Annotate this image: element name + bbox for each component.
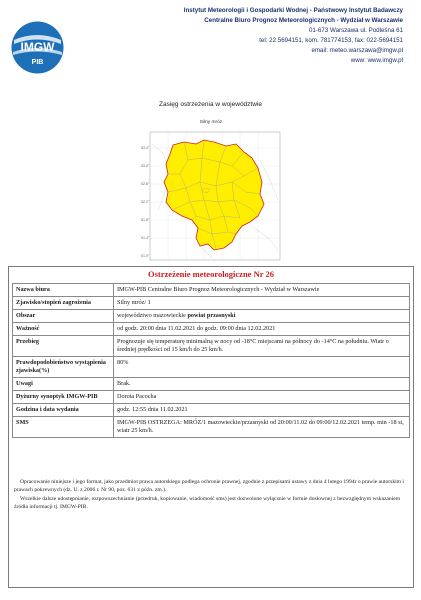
- table-row: [13, 404, 410, 417]
- lat-label: 53.0°: [141, 164, 150, 168]
- row-key: Przebieg: [13, 336, 114, 357]
- table-row: [13, 323, 410, 336]
- row-value: IMGW-PIB Centralne Biuro Prognoz Meteorologicznych - Wydział w Warszawie: [114, 284, 410, 297]
- table-row: [13, 378, 410, 391]
- row-key: Zjawisko/stopień zagrożenia: [13, 297, 114, 310]
- warning-map: [140, 118, 282, 264]
- row-key: Godzina i data wydania: [13, 404, 114, 417]
- region-name: województwo mazowieckie: [117, 312, 186, 319]
- warning-title: Ostrzeżenie meteorologiczne Nr 26: [148, 269, 274, 279]
- row-key: Uwagi: [13, 378, 114, 391]
- logo-subtext: PIB: [31, 59, 44, 66]
- table-row: [13, 310, 410, 323]
- warning-box: [8, 266, 414, 588]
- row-key: Prawdopodobieństwo wystąpienia zjawiska(%): [13, 357, 114, 378]
- row-value: godz. 12:55 dnia 11.02.2021: [114, 404, 410, 417]
- row-value: [114, 310, 410, 323]
- row-key: SMS: [13, 417, 114, 438]
- row-key: Ważność: [13, 323, 114, 336]
- row-value: Prognozuje się temperaturę minimalną w nocy od -18°C miejscami na północy do -14°C na południu. Wiatr o średniej prędkości od 15 km/h do 25 km/h.: [114, 336, 410, 357]
- row-key: Obszar: [13, 310, 114, 323]
- copyright-text: Opracowanie niniejsze i jego format, jako przedmiot prawa autorskiego podlega ochronie prawnej, zgodnie z przepisami ustawy z dnia 4 lutego 1994r o prawie autorskim i prawach pokrewnych (dz. U. z 2006 r. Nr 90, poz. 631 z późn. zm.).: [14, 479, 404, 493]
- email-link[interactable]: email: meteo.warszawa@imgw.pl: [311, 47, 403, 54]
- map-heading: Zasięg ostrzeżenia w województwie: [159, 101, 262, 108]
- institute-name: Instytut Meteorologii i Gospodarki Wodnej - Państwowy Instytut Badawczy: [183, 7, 403, 14]
- lat-label: 51.8°: [141, 218, 150, 222]
- lat-label: 51.0°: [141, 254, 150, 258]
- institute-info: [184, 6, 403, 66]
- lat-label: 52.6°: [141, 182, 150, 186]
- imgw-logo: [10, 20, 65, 75]
- table-row: [13, 297, 410, 310]
- row-value: Dorota Pacocha: [114, 391, 410, 404]
- table-row: [13, 391, 410, 404]
- row-value: od godz. 20:00 dnia 11.02.2021 do godz. 09:00 dnia 12.02.2021: [114, 323, 410, 336]
- office-name: Centralne Biuro Prognoz Meteorologicznych - Wydział w Warszawie: [204, 17, 403, 24]
- row-value: IMGW-PIB OSTRZEGA: MRÓZ/1 mazowieckie/przasnyski od 20:00/11.02 do 09:00/12.02.2021 temp. min -18 st, wiatr 25 km/h.: [114, 417, 410, 438]
- letterhead: [0, 0, 421, 110]
- map-title: Silny mróz: [199, 120, 223, 125]
- row-value: Silny mróz/ 1: [114, 297, 410, 310]
- county-name: powiat przasnyski: [187, 312, 236, 319]
- lat-label: 53.4°: [141, 146, 150, 150]
- website-link[interactable]: www: www.imgw.pl: [350, 57, 403, 64]
- table-row: [13, 357, 410, 378]
- address: 01-673 Warszawa ul. Podleśna 61: [308, 27, 403, 34]
- row-key: Dyżurny synoptyk IMGW-PIB: [13, 391, 114, 404]
- distribution-text: Wszelkie dalsze udostępnianie, rozpowszechnianie (przedruk, kopiowanie, wiadomość sms) jest dozwolone wyłącznie w formie dosłownej z bezwzględnym wskazaniem źródła informacji tj. IMGW-PIB.: [14, 496, 401, 510]
- table-row: [13, 336, 410, 357]
- row-value: Brak.: [114, 378, 410, 391]
- row-key: Nazwa biura: [13, 284, 114, 297]
- lat-label: 51.4°: [141, 236, 150, 240]
- copyright-notice: [14, 479, 406, 513]
- warning-table: [12, 283, 410, 438]
- lat-label: 52.2°: [141, 200, 150, 204]
- phone: tel: 22 5694151, kom. 781774153, fax: 022-5694151: [259, 37, 403, 44]
- table-row: [13, 417, 410, 438]
- logo-text: IMGW: [20, 40, 55, 54]
- voivodeship-map: [140, 130, 282, 264]
- table-row: [13, 284, 410, 297]
- row-value: 80%: [114, 357, 410, 378]
